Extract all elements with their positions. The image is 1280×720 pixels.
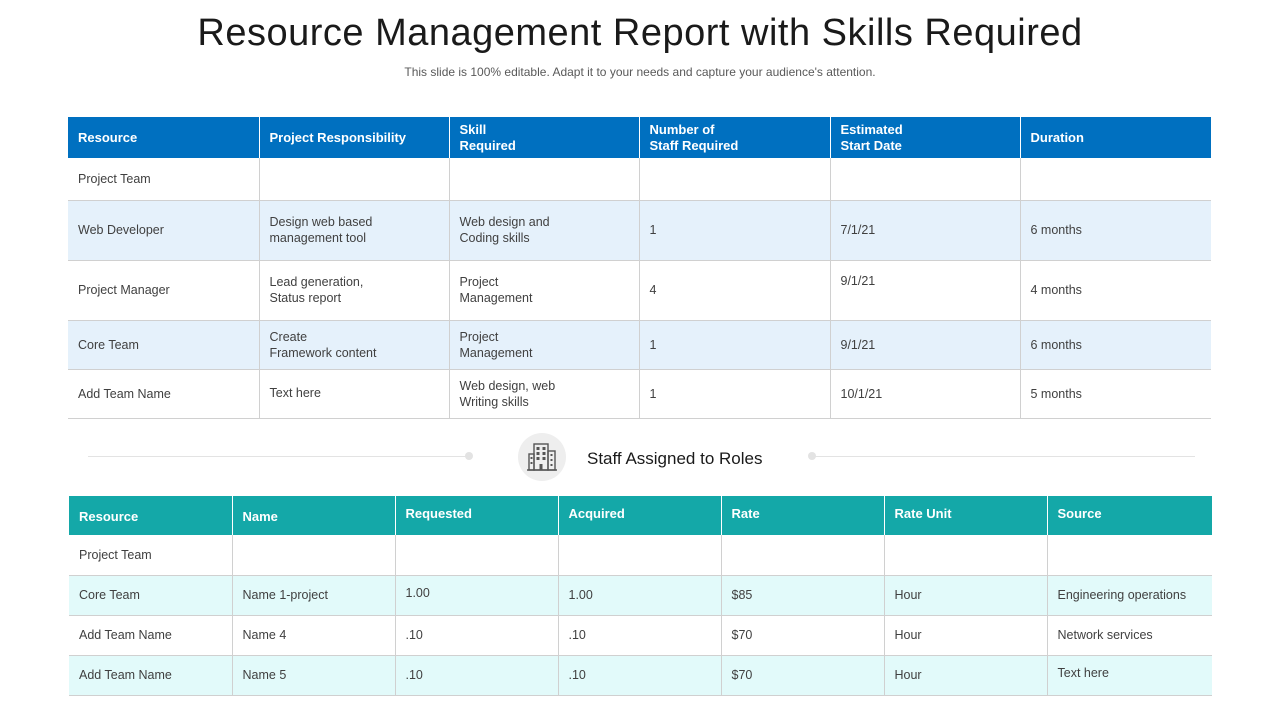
table-cell: 4 xyxy=(639,260,830,320)
table-cell xyxy=(639,158,830,200)
section-divider-dot-left xyxy=(465,452,473,460)
column-header-resource: Resource xyxy=(68,117,259,158)
column-header-skill-required: Skill Required xyxy=(449,117,639,158)
table-cell: 5 months xyxy=(1020,369,1211,418)
table-cell: $70 xyxy=(721,615,884,655)
resource-skills-table xyxy=(68,117,1211,419)
table-cell: 1.00 xyxy=(395,575,558,615)
column-header-rate: Rate xyxy=(721,496,884,535)
table-cell: Project Management xyxy=(449,260,639,320)
table-row xyxy=(69,655,1212,695)
table-cell: Lead generation, Status report xyxy=(259,260,449,320)
table-cell: .10 xyxy=(558,615,721,655)
table-cell: 1.00 xyxy=(558,575,721,615)
table-cell: Project Team xyxy=(69,535,232,575)
page-title: Resource Management Report with Skills Required xyxy=(197,12,1083,54)
table-cell xyxy=(259,158,449,200)
table-cell: 9/1/21 xyxy=(830,320,1020,369)
table-row xyxy=(68,158,1211,200)
table-cell: Engineering operations xyxy=(1047,575,1212,615)
table-cell: .10 xyxy=(558,655,721,695)
table-cell: .10 xyxy=(395,655,558,695)
table-cell: .10 xyxy=(395,615,558,655)
table-header-row xyxy=(69,496,1212,535)
table-cell: Network services xyxy=(1047,615,1212,655)
table-cell: 9/1/21 xyxy=(830,260,1020,320)
table-cell xyxy=(558,535,721,575)
table-cell: Project Team xyxy=(68,158,259,200)
table-cell: Create Framework content xyxy=(259,320,449,369)
table-cell xyxy=(1020,158,1211,200)
table-cell: 1 xyxy=(639,200,830,260)
table-cell: Core Team xyxy=(68,320,259,369)
table-cell: 6 months xyxy=(1020,320,1211,369)
table-row xyxy=(69,575,1212,615)
table-cell: $70 xyxy=(721,655,884,695)
table-cell: Project Manager xyxy=(68,260,259,320)
table-cell: Core Team xyxy=(69,575,232,615)
table-cell: Web design and Coding skills xyxy=(449,200,639,260)
column-header-project-responsibility: Project Responsibility xyxy=(259,117,449,158)
section-divider-right xyxy=(815,456,1195,457)
table-header-row xyxy=(68,117,1211,158)
table-cell: Add Team Name xyxy=(69,615,232,655)
column-header-name: Name xyxy=(232,496,395,535)
table-cell: 4 months xyxy=(1020,260,1211,320)
table-cell: Design web based management tool xyxy=(259,200,449,260)
table-cell: Name 1-project xyxy=(232,575,395,615)
table-cell: $85 xyxy=(721,575,884,615)
table-cell: Hour xyxy=(884,575,1047,615)
column-header-duration: Duration xyxy=(1020,117,1211,158)
column-header-rate-unit: Rate Unit xyxy=(884,496,1047,535)
table-row xyxy=(68,369,1211,418)
section-icon-badge xyxy=(518,433,566,481)
table-cell: Web Developer xyxy=(68,200,259,260)
column-header-source: Source xyxy=(1047,496,1212,535)
table-cell xyxy=(395,535,558,575)
table-cell: Text here xyxy=(259,369,449,418)
table-cell xyxy=(884,535,1047,575)
page-subtitle: This slide is 100% editable. Adapt it to your needs and capture your audience's attention. xyxy=(404,65,876,79)
section-divider-left xyxy=(88,456,468,457)
table-cell: 10/1/21 xyxy=(830,369,1020,418)
staff-assigned-table xyxy=(69,496,1212,696)
table-cell: Text here xyxy=(1047,655,1212,695)
table-row xyxy=(68,260,1211,320)
table-cell: Hour xyxy=(884,615,1047,655)
table-cell xyxy=(232,535,395,575)
column-header-resource: Resource xyxy=(69,496,232,535)
column-header-acquired: Acquired xyxy=(558,496,721,535)
table-row xyxy=(69,615,1212,655)
table-cell xyxy=(449,158,639,200)
table-cell: Name 5 xyxy=(232,655,395,695)
table-cell: 1 xyxy=(639,369,830,418)
table-cell: Add Team Name xyxy=(68,369,259,418)
table-cell: Project Management xyxy=(449,320,639,369)
section-title: Staff Assigned to Roles xyxy=(587,449,763,468)
table-cell: 1 xyxy=(639,320,830,369)
table-cell xyxy=(1047,535,1212,575)
column-header-start-date: Estimated Start Date xyxy=(830,117,1020,158)
table-cell: Hour xyxy=(884,655,1047,695)
table-cell: Add Team Name xyxy=(69,655,232,695)
table-row xyxy=(68,320,1211,369)
table-cell: Web design, web Writing skills xyxy=(449,369,639,418)
table-cell: Name 4 xyxy=(232,615,395,655)
table-row xyxy=(69,535,1212,575)
column-header-requested: Requested xyxy=(395,496,558,535)
building-icon xyxy=(525,440,559,474)
table-cell: 6 months xyxy=(1020,200,1211,260)
table-cell: 7/1/21 xyxy=(830,200,1020,260)
table-row xyxy=(68,200,1211,260)
column-header-number-of-staff: Number of Staff Required xyxy=(639,117,830,158)
table-cell xyxy=(721,535,884,575)
table-cell xyxy=(830,158,1020,200)
